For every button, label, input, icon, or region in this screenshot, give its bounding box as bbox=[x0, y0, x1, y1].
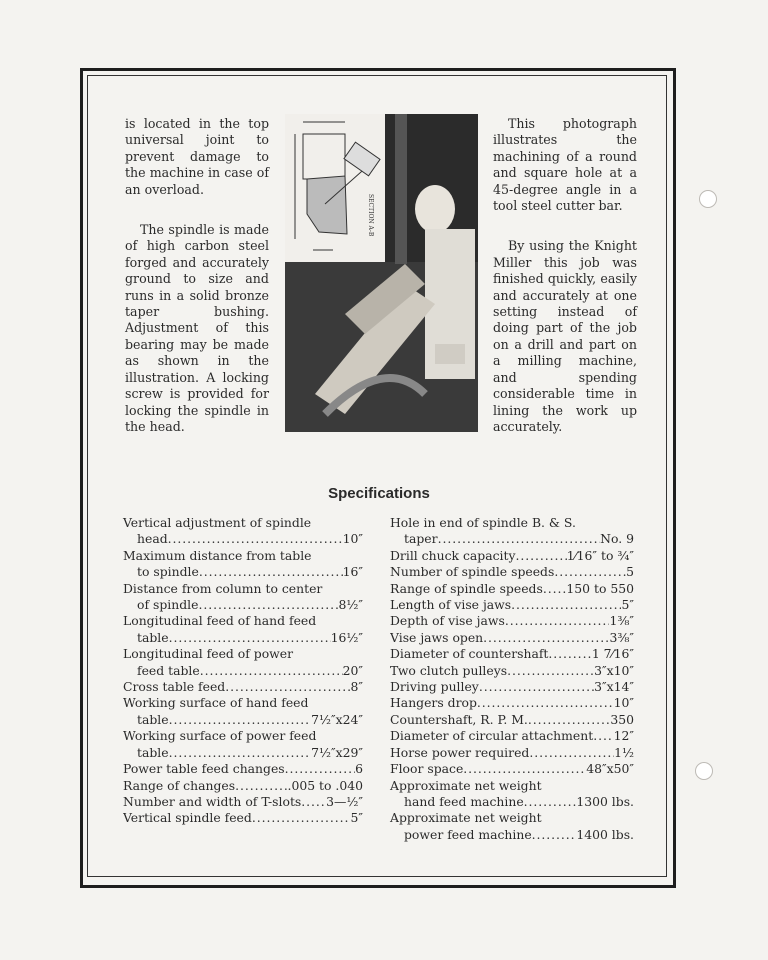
leader-dots bbox=[593, 728, 613, 744]
spec-label: to spindle bbox=[137, 564, 199, 580]
spec-row bbox=[123, 679, 363, 695]
spec-row bbox=[390, 695, 634, 711]
spec-row bbox=[123, 728, 363, 761]
spec-label: Working surface of power feed bbox=[123, 728, 317, 744]
leader-dots bbox=[528, 712, 611, 728]
leader-dots bbox=[477, 695, 614, 711]
spec-label: table bbox=[137, 744, 169, 760]
spec-row bbox=[123, 581, 363, 614]
paragraph: is located in the top universal joint to prevent damage to the machine in case of an overload. bbox=[125, 116, 269, 197]
leader-dots bbox=[169, 630, 331, 646]
specifications-title: Specifications bbox=[328, 485, 430, 502]
spec-label: Range of changes bbox=[123, 777, 236, 793]
leader-dots bbox=[199, 564, 343, 580]
spec-label: Approximate net weight bbox=[390, 777, 542, 793]
spec-row bbox=[390, 778, 634, 811]
spec-value: 1⁄16″ to ¾″ bbox=[566, 547, 634, 563]
leader-dots bbox=[169, 745, 312, 761]
spec-value: .005 to .040 bbox=[287, 777, 363, 793]
paragraph: This photograph illustrates the machining of a round and square hole at a 45-degree angle in a tool steel cutter bar. bbox=[493, 116, 637, 214]
spindle-diagram-and-photo bbox=[285, 114, 478, 432]
spec-label: Length of vise jaws bbox=[390, 597, 512, 613]
spec-label: Vertical adjustment of spindle bbox=[123, 515, 312, 530]
punch-hole bbox=[695, 762, 713, 780]
spec-row bbox=[123, 613, 363, 646]
spec-row bbox=[390, 745, 634, 761]
spec-label: Number and width of T-slots bbox=[123, 793, 302, 809]
spec-row bbox=[390, 564, 634, 580]
paragraph: By using the Knight Miller this job was finished quickly, easily and accurately at one setting instead of doing part of the job on a drill and part on a milling machine, and spending considerable time in lining the work up accurately. bbox=[493, 238, 637, 434]
spec-label: Cross table feed bbox=[123, 679, 226, 695]
specifications-right-column bbox=[390, 515, 634, 843]
spec-label: Maximum distance from table bbox=[123, 547, 312, 563]
spec-row bbox=[123, 548, 363, 581]
spec-value: 1⅜″ bbox=[609, 613, 634, 629]
spec-label: Distance from column to center bbox=[123, 580, 323, 596]
leader-dots bbox=[479, 679, 594, 695]
left-text-column bbox=[125, 116, 269, 459]
spec-label: Vise jaws open bbox=[390, 629, 484, 645]
punch-hole bbox=[699, 190, 717, 208]
spec-row bbox=[123, 761, 363, 777]
spec-label: Depth of vise jaws bbox=[390, 613, 505, 629]
spec-value: 3—½″ bbox=[326, 793, 363, 809]
leader-dots bbox=[532, 827, 577, 843]
spec-label: Hole in end of spindle B. & S. bbox=[390, 515, 576, 530]
spec-row bbox=[390, 515, 634, 548]
spec-row bbox=[123, 810, 363, 826]
spec-label: Longitudinal feed of power bbox=[123, 646, 294, 662]
spec-value: 12″ bbox=[613, 728, 634, 744]
spec-value: 1 7⁄16″ bbox=[591, 646, 634, 662]
spec-label: of spindle bbox=[137, 597, 199, 613]
leader-dots bbox=[235, 778, 287, 794]
diagram-label: SECTION A-B bbox=[367, 194, 374, 237]
leader-dots bbox=[529, 745, 614, 761]
spec-row bbox=[123, 794, 363, 810]
spec-label: Power table feed changes bbox=[123, 761, 285, 777]
spec-label: Number of spindle speeds bbox=[390, 564, 555, 580]
spec-value: 1400 lbs. bbox=[576, 826, 634, 842]
machine-figure bbox=[285, 114, 478, 432]
spec-row bbox=[390, 548, 634, 564]
spec-value: 8″ bbox=[350, 679, 363, 695]
spec-value: 5″ bbox=[350, 810, 363, 826]
spec-row bbox=[390, 761, 634, 777]
spec-value: 16½″ bbox=[330, 629, 363, 645]
spec-row bbox=[390, 646, 634, 662]
spec-label: Countershaft, R. P. M. bbox=[390, 711, 528, 727]
spec-row bbox=[390, 597, 634, 613]
spec-value: 16″ bbox=[342, 564, 363, 580]
spec-value: 3″x14″ bbox=[594, 679, 634, 695]
spec-label: Floor space bbox=[390, 761, 464, 777]
spec-value: 150 to 550 bbox=[566, 580, 634, 596]
spec-label: feed table bbox=[137, 662, 200, 678]
spec-row bbox=[390, 810, 634, 843]
spec-value: 350 bbox=[610, 711, 634, 727]
spec-value: 1½ bbox=[614, 744, 634, 760]
spec-label: Driving pulley bbox=[390, 679, 479, 695]
spec-value: 3″x10″ bbox=[594, 662, 634, 678]
leader-dots bbox=[524, 794, 577, 810]
leader-dots bbox=[252, 810, 351, 826]
spec-value: 20″ bbox=[342, 662, 363, 678]
spec-label: Diameter of countershaft bbox=[390, 646, 549, 662]
spec-label: hand feed machine bbox=[404, 793, 524, 809]
spec-row bbox=[123, 646, 363, 679]
spec-label: Hangers drop bbox=[390, 695, 477, 711]
spec-row bbox=[390, 630, 634, 646]
spec-row bbox=[123, 695, 363, 728]
spec-label: Drill chuck capacity bbox=[390, 547, 516, 563]
leader-dots bbox=[511, 597, 621, 613]
leader-dots bbox=[438, 531, 601, 547]
spec-value: 8½″ bbox=[338, 597, 363, 613]
spec-label: Horse power required bbox=[390, 744, 530, 760]
leader-dots bbox=[169, 712, 312, 728]
spec-value: 5″ bbox=[621, 597, 634, 613]
spec-row bbox=[123, 778, 363, 794]
spec-value: 1300 lbs. bbox=[576, 793, 634, 809]
spec-label: Two clutch pulleys bbox=[390, 662, 508, 678]
spec-label: Diameter of circular attachment bbox=[390, 728, 594, 744]
leader-dots bbox=[168, 531, 343, 547]
specifications-left-column bbox=[123, 515, 363, 827]
leader-dots bbox=[285, 761, 355, 777]
spec-value: 6 bbox=[355, 761, 363, 777]
leader-dots bbox=[200, 663, 343, 679]
right-text-column bbox=[493, 116, 637, 459]
leader-dots bbox=[548, 646, 591, 662]
spec-label: table bbox=[137, 711, 169, 727]
leader-dots bbox=[543, 581, 567, 597]
spec-label: taper bbox=[404, 531, 438, 547]
spec-row bbox=[390, 728, 634, 744]
spec-value: 48″x50″ bbox=[586, 761, 634, 777]
spec-value: 7½″x24″ bbox=[311, 711, 363, 727]
leader-dots bbox=[225, 679, 350, 695]
spec-row bbox=[390, 613, 634, 629]
leader-dots bbox=[483, 630, 609, 646]
paragraph: The spindle is made of high carbon steel forged and accurately ground to size and runs in a solid bronze taper bushing. Adjustment of this bearing may be made as shown in the illustration. A locking screw is provided for locking the spindle in the head. bbox=[125, 222, 269, 434]
spec-label: power feed machine bbox=[404, 826, 532, 842]
spec-row bbox=[390, 712, 634, 728]
spec-label: Range of spindle speeds bbox=[390, 580, 543, 596]
spec-label: Vertical spindle feed bbox=[123, 810, 252, 826]
leader-dots bbox=[301, 794, 326, 810]
spec-row bbox=[390, 581, 634, 597]
spec-row bbox=[390, 679, 634, 695]
leader-dots bbox=[463, 761, 586, 777]
spec-label: head bbox=[137, 531, 168, 547]
leader-dots bbox=[516, 548, 567, 564]
spec-value: 3⅜″ bbox=[609, 629, 634, 645]
spec-value: No. 9 bbox=[600, 531, 634, 547]
spec-value: 5 bbox=[626, 564, 634, 580]
spec-label: Working surface of hand feed bbox=[123, 695, 309, 711]
spec-label: Approximate net weight bbox=[390, 810, 542, 826]
leader-dots bbox=[554, 564, 626, 580]
spec-label: Longitudinal feed of hand feed bbox=[123, 613, 317, 629]
spec-row bbox=[123, 515, 363, 548]
spec-value: 7½″x29″ bbox=[311, 744, 363, 760]
spec-value: 10″ bbox=[613, 695, 634, 711]
spec-value: 10″ bbox=[342, 531, 363, 547]
spec-label: table bbox=[137, 629, 169, 645]
leader-dots bbox=[507, 663, 594, 679]
leader-dots bbox=[198, 597, 338, 613]
leader-dots bbox=[505, 613, 610, 629]
spec-row bbox=[390, 663, 634, 679]
